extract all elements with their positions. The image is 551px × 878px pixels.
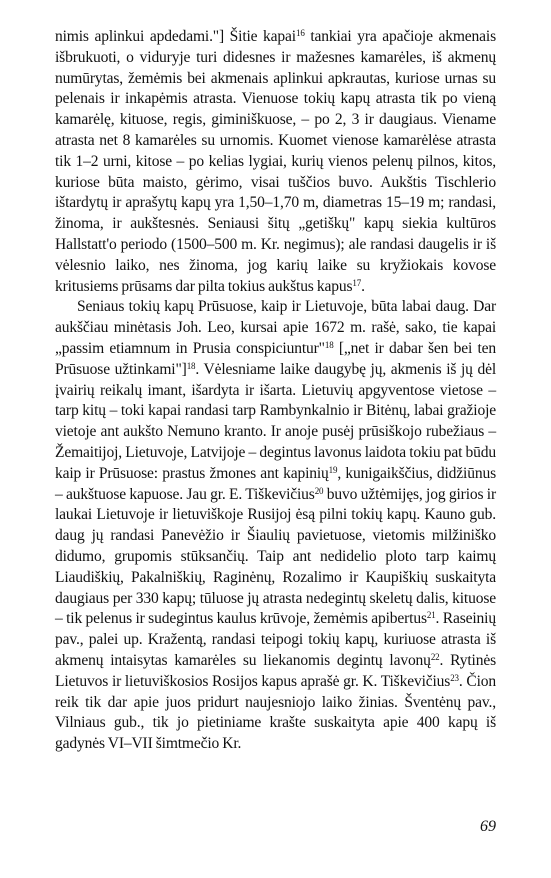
text-run: Seniaus tokių kapų Prūsuose, kaip ir Lietuvoje, būta labai daug. Dar aukščiau minėtasis Joh. Leo, kursai apie 1672 m. rašė, sako, tie kapai „passim etiamnum in Prusia conspiciuntur" [55, 298, 496, 357]
footnote-ref-19: 19 [328, 464, 338, 475]
footnote-ref-18: 18 [324, 339, 334, 350]
footnote-ref-20: 20 [314, 485, 324, 496]
footnote-ref-17: 17 [352, 277, 362, 288]
text-run: . [361, 277, 365, 295]
text-run: . Rytinės Lietuvos ir lietuviškosios Rosijos kapus aprašė gr. K. Tiškevičius [55, 651, 496, 690]
paragraph-2 [55, 297, 496, 755]
body-text [55, 27, 496, 755]
text-run: buvo užtėmijęs, jog girios ir laukai Lietuvoje ir lietuviškoje Rusijoj ėsą pilni tokių kapų. Kauno gub. daug jų randasi Panevėžio ir Šiaulių pavietuose, vietomis milžiniško didumo, grupomis stūksančių. Taip ant nedidelio ploto tarp kaimų Liaudiškių, Pakalniškių, Raginėnų, Rozalimo ir Kaupiškių suskaityta daugiaus per 330 kapų; tūluose jų atrasta nedegintų skeletų dalis, kituose – tik pelenus ir sudegintus kaulus krūvoje, žemėmis apibertus [55, 485, 496, 628]
footnote-ref-16: 16 [295, 28, 305, 38]
text-run: [„net ir dabar šen bei ten Prūsuose užtinkami"] [55, 339, 496, 378]
footnote-ref-21: 21 [426, 610, 436, 621]
text-run: tankiai yra apačioje akmenais išbrukuoti, o viduryje turi didesnes ir mažesnes kamarėles, iš akmenų numūrytas, žemėmis bei akmenais aplinkui apkrautas, kuriose urnas su pelenais ir inkapėmis atrasta. Vienuose tokių kapų atrasta tik po vieną kamarėlę, kituose, regis, giminiškuose, – po 2, 3 ir daugiaus. Viename atrasta net 8 kamarėles su urnomis. Kuomet vienose kamarėlėse atrasta tik 1–2 urni, kitose – po kelias lygiai, kurių vienos pelenų pilnos, kitos, kuriose būta maisto, gėrimo, visai tuščios buvo. Aukštis Tischlerio ištardytų ir aprašytų kapų yra 1,50–1,70 m, diametras 15–19 m; randasi, žinoma, ir aukštesnės. Seniausi šitų „getiškų" kapų siekia kultūros Hallstatt'o periodo (1500–500 m. Kr. negimus); ale randasi daugelis ir iš vėlesnio laiko, nes žinoma, jog karių laike su kryžiokais kovose kritusiems prūsams dar pilta tokius aukštus kapus [55, 28, 496, 295]
footnote-ref-18: 18 [186, 360, 196, 371]
text-run: . Vėlesniame laike daugybę jų, akmenis iš jų dėl įvairių reikalų imant, išardyta ir išarta. Lietuvių apgyventose vietose – tarp kitų – toki kapai randasi tarp Rambynkalnio ir Bitėnų, labai gražioje vietoje ant aukšto Nemuno kranto. Ir anoje pusėj prūsiškojo rubežiaus – Žemaitijoj, Lietuvoje, Latvijoje – degintus lavonus laidota tokiu pat būdu kaip ir Prūsuose: prastus žmones ant kapinių [55, 360, 496, 482]
paragraph-1 [55, 27, 496, 297]
footnote-ref-23: 23 [450, 672, 459, 683]
text-run: . Čion reik tik dar apie juos pridurt naujesniojo laiko žinias. Šventėnų pav., Vilniaus gub., tik jo pietiniame krašte suskaityta apie 400 kapų iš gadynės VI–VII šimtmečio Kr. [55, 672, 496, 753]
page-number: 69 [480, 818, 496, 835]
text-run: nimis aplinkui apdedami."] Šitie kapai [55, 28, 296, 45]
text-run: . Raseinių pav., palei up. Kražentą, randasi teipogi tokių kapų, kuriuose atrasta iš akmenų intaisytas kamarėles su liekanomis degintų lavonų [55, 610, 496, 669]
text-run: , kunigaikščius, didžiūnus – aukštuose kapuose. Jau gr. E. Tiškevičius [55, 464, 496, 503]
footnote-ref-22: 22 [430, 651, 440, 662]
